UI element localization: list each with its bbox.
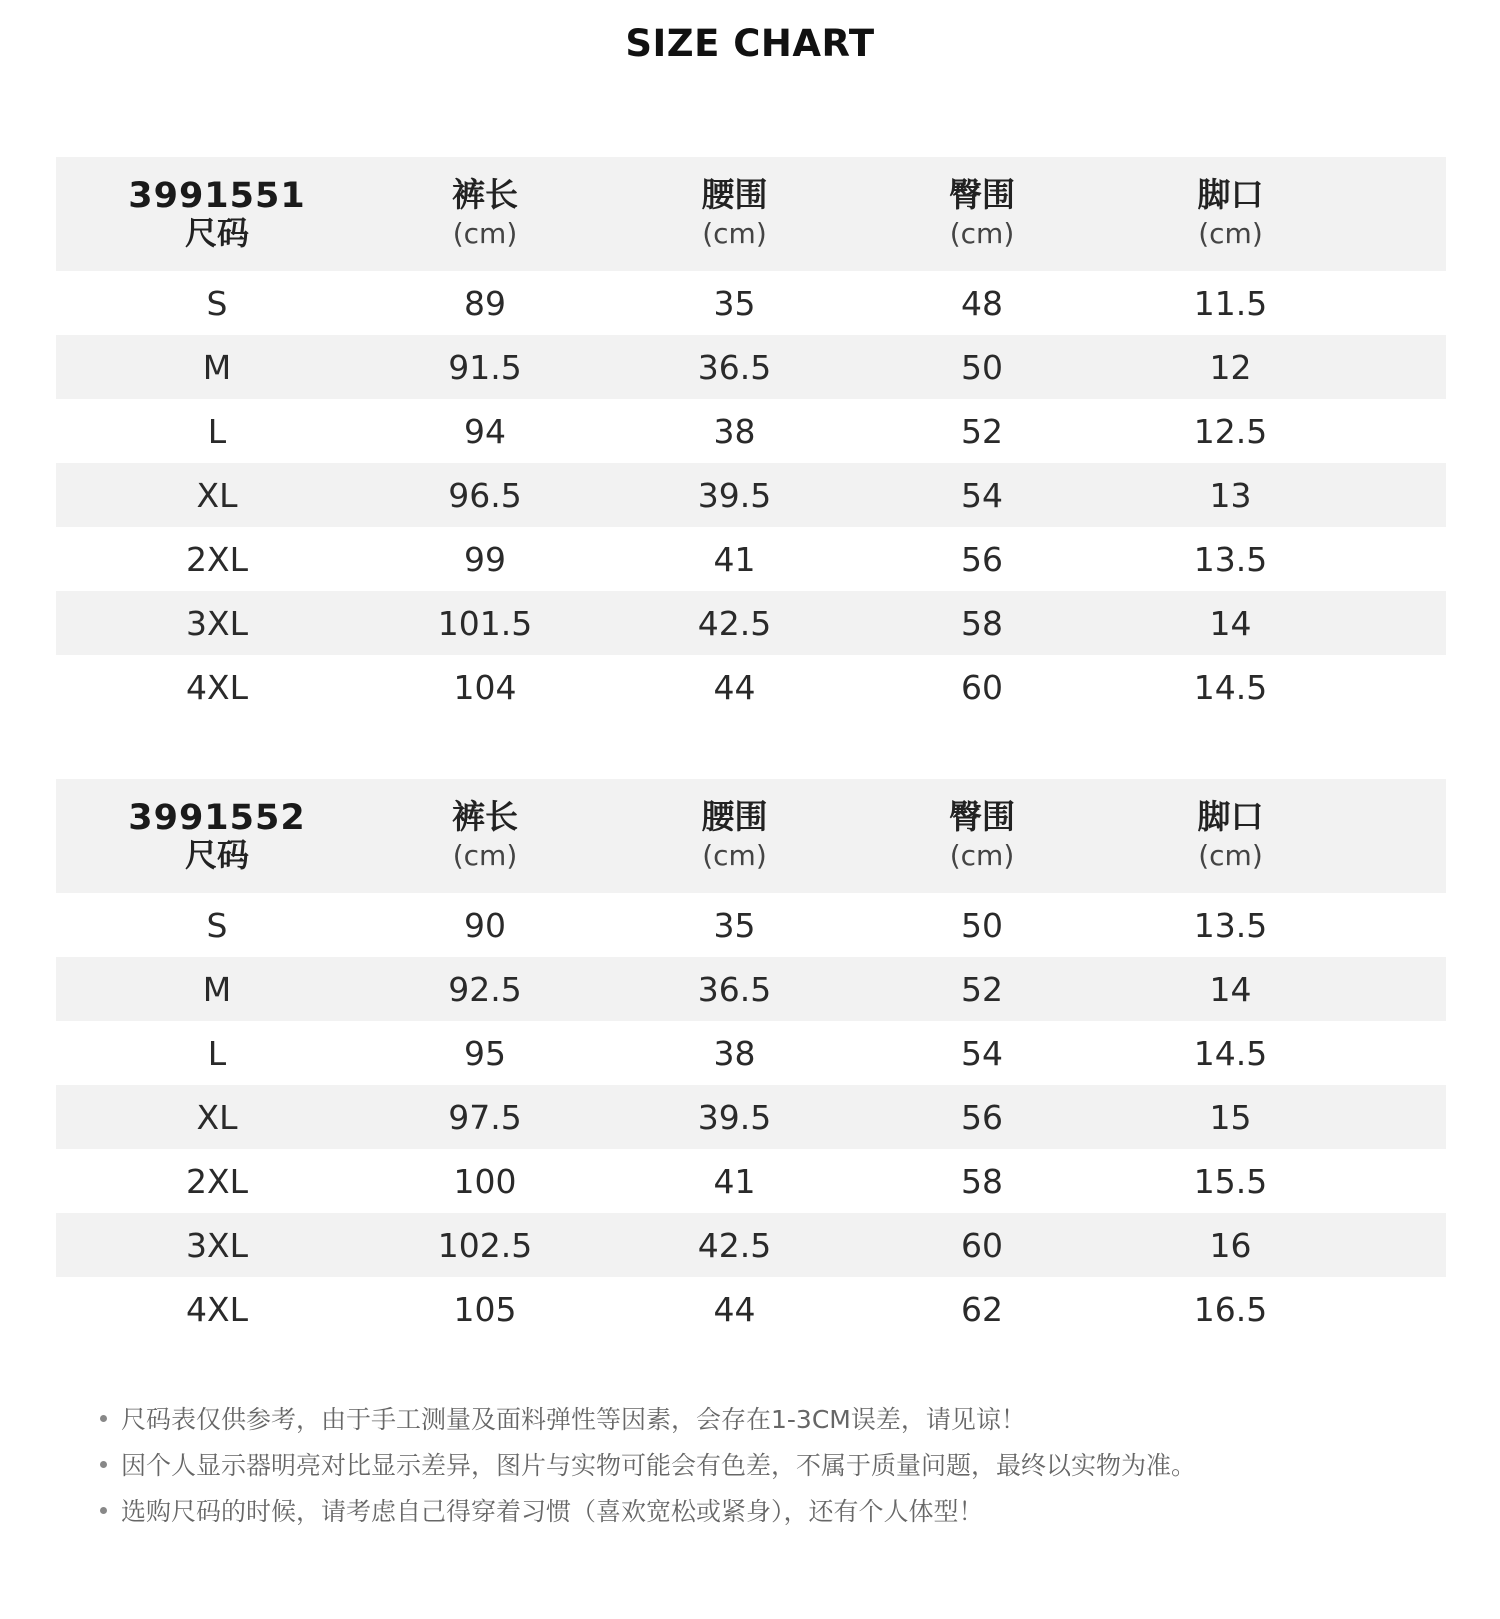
model-number: 3991552 [128,798,306,838]
length-cell: 97.5 [448,1097,522,1137]
waist-cell: 39.5 [697,475,772,515]
note-text: 选购尺码的时候，请考虑自己得穿着习惯（喜欢宽松或紧身），还有个人体型！ [121,1497,984,1526]
hip-cell: 50 [961,347,1003,387]
note-text: 因个人显示器明亮对比显示差异，图片与实物可能会有色差，不属于质量问题，最终以实物为准。 [121,1451,1197,1480]
size-header-label: 尺码 [184,836,249,874]
table-row [56,335,1446,399]
hem-cell: 12.5 [1193,411,1268,451]
notes-list [100,1395,1400,1533]
table-header-row [56,157,1446,271]
hem-cell: 14.5 [1193,1033,1268,1073]
note-item [100,1395,1400,1441]
size-cell: 2XL [186,1161,248,1201]
waist-cell: 36.5 [697,969,772,1009]
length-cell: 89 [464,283,506,323]
waist-cell: 35 [713,283,756,323]
header-hem-unit: (cm) [1198,217,1263,250]
note-text: 尺码表仅供参考，由于手工测量及面料弹性等因素，会存在1-3CM误差，请见谅！ [121,1405,1026,1434]
size-cell: S [206,283,228,323]
header-hip-unit: (cm) [949,217,1015,250]
header-waist-cell [592,798,877,874]
bullet-icon [100,1461,107,1468]
table-row [56,1277,1446,1341]
header-waist-unit: (cm) [702,217,767,250]
hip-cell: 62 [961,1289,1003,1329]
header-size-cell [56,799,378,873]
header-hip-label: 臀围 [949,175,1015,214]
size-cell: 3XL [186,603,248,643]
waist-cell: 42.5 [697,603,772,643]
hem-cell: 14 [1209,603,1252,643]
hip-cell: 54 [961,475,1003,515]
size-header-label: 尺码 [184,214,249,252]
header-length-unit: (cm) [452,839,518,872]
table-row [56,463,1446,527]
header-hip-unit: (cm) [949,839,1015,872]
waist-cell: 42.5 [697,1225,772,1265]
size-table-3991551 [56,157,1446,719]
hem-cell: 16 [1209,1225,1252,1265]
length-cell: 95 [464,1033,506,1073]
table-row [56,1021,1446,1085]
length-cell: 92.5 [448,969,522,1009]
length-cell: 100 [453,1161,517,1201]
header-hem-label: 脚口 [1197,175,1264,214]
hem-cell: 13.5 [1193,905,1268,945]
page-title: SIZE CHART [625,22,875,65]
table-row [56,655,1446,719]
hem-cell: 11.5 [1193,283,1268,323]
header-hem-unit: (cm) [1198,839,1263,872]
hem-cell: 15.5 [1193,1161,1268,1201]
length-cell: 102.5 [437,1225,533,1265]
header-length-cell [378,798,592,874]
length-cell: 105 [453,1289,517,1329]
size-cell: 4XL [186,1289,248,1329]
hem-cell: 12 [1209,347,1252,387]
length-cell: 101.5 [437,603,533,643]
table-row [56,527,1446,591]
header-hip-label: 臀围 [949,797,1015,836]
hem-cell: 15 [1209,1097,1252,1137]
length-cell: 96.5 [448,475,522,515]
hip-cell: 52 [961,411,1003,451]
waist-cell: 38 [713,1033,756,1073]
size-cell: 2XL [186,539,248,579]
size-table-3991552 [56,779,1446,1341]
hip-cell: 56 [961,1097,1003,1137]
hem-cell: 16.5 [1193,1289,1268,1329]
header-waist-cell [592,176,877,252]
size-cell: L [207,411,227,451]
hip-cell: 60 [961,1225,1003,1265]
hem-cell: 14.5 [1193,667,1268,707]
table-row [56,1085,1446,1149]
length-cell: 99 [464,539,506,579]
waist-cell: 41 [713,1161,756,1201]
header-hem-label: 脚口 [1197,797,1264,836]
length-cell: 90 [464,905,506,945]
note-item [100,1487,1400,1533]
bullet-icon [100,1415,107,1422]
bullet-icon [100,1507,107,1514]
header-hem-cell [1087,798,1374,874]
size-cell: 3XL [186,1225,248,1265]
size-cell: XL [196,1097,238,1137]
header-waist-label: 腰围 [701,797,768,836]
size-cell: S [206,905,228,945]
header-hip-cell [877,798,1087,874]
waist-cell: 44 [713,1289,756,1329]
header-length-label: 裤长 [452,797,518,836]
length-cell: 94 [464,411,506,451]
table-row [56,893,1446,957]
hip-cell: 58 [961,1161,1003,1201]
hip-cell: 48 [961,283,1003,323]
hip-cell: 52 [961,969,1003,1009]
header-hem-cell [1087,176,1374,252]
hip-cell: 58 [961,603,1003,643]
waist-cell: 35 [713,905,756,945]
hip-cell: 54 [961,1033,1003,1073]
table-row [56,1213,1446,1277]
size-cell: L [207,1033,227,1073]
hem-cell: 14 [1209,969,1252,1009]
table-row [56,271,1446,335]
hip-cell: 50 [961,905,1003,945]
size-cell: M [202,347,232,387]
header-waist-label: 腰围 [701,175,768,214]
hem-cell: 13 [1209,475,1252,515]
hip-cell: 56 [961,539,1003,579]
length-cell: 104 [453,667,517,707]
size-cell: 4XL [186,667,248,707]
model-number: 3991551 [128,176,306,216]
header-length-unit: (cm) [452,217,518,250]
size-cell: XL [196,475,238,515]
hip-cell: 60 [961,667,1003,707]
header-waist-unit: (cm) [702,839,767,872]
waist-cell: 39.5 [697,1097,772,1137]
table-row [56,957,1446,1021]
hem-cell: 13.5 [1193,539,1268,579]
header-length-label: 裤长 [452,175,518,214]
header-hip-cell [877,176,1087,252]
waist-cell: 36.5 [697,347,772,387]
header-size-cell [56,177,378,251]
table-row [56,591,1446,655]
waist-cell: 44 [713,667,756,707]
table-header-row [56,779,1446,893]
waist-cell: 38 [713,411,756,451]
waist-cell: 41 [713,539,756,579]
note-item [100,1441,1400,1487]
header-length-cell [378,176,592,252]
length-cell: 91.5 [448,347,522,387]
table-row [56,399,1446,463]
table-row [56,1149,1446,1213]
size-cell: M [202,969,232,1009]
